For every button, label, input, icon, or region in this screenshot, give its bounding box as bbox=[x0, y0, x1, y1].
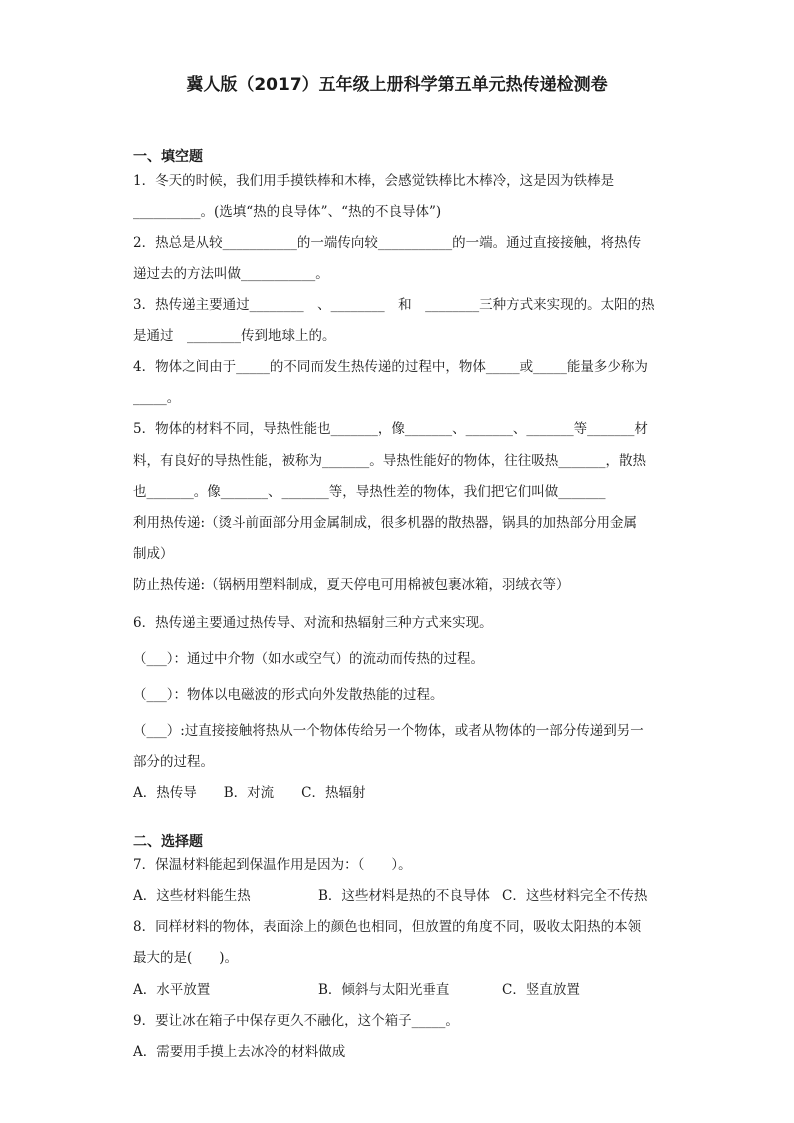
q5-line-6: 防止热传递:（锅柄用塑料制成，夏天停电可用棉被包裹冰箱，羽绒衣等） bbox=[133, 577, 570, 593]
q6-line-4: （___）:过直接接触将热从一个物体传给另一个物体，或者从物体的一部分传递到另一 bbox=[133, 723, 644, 739]
q3-line-2: 是通过 ________传到地球上的。 bbox=[133, 328, 336, 344]
q2-line-2: 递过去的方法叫做___________。 bbox=[133, 266, 329, 282]
q7-option-c: C．这些材料完全不传热 bbox=[502, 888, 648, 904]
q6-line-1: 6．热传递主要通过热传导、对流和热辐射三种方式来实现。 bbox=[133, 615, 493, 631]
page-title: 冀人版（2017）五年级上册科学第五单元热传递检测卷 bbox=[186, 75, 608, 95]
q6-line-2: （___）：通过中介物（如水或空气）的流动而传热的过程。 bbox=[133, 651, 484, 667]
q4-line-2: _____。 bbox=[133, 390, 181, 406]
q5-line-5: 制成） bbox=[133, 546, 174, 562]
q9-option-a: A．需要用手摸上去冰冷的材料做成 bbox=[133, 1044, 346, 1060]
q4-line-1: 4．物体之间由于_____的不同而发生热传递的过程中，物体_____或_____能量多少称为 bbox=[133, 359, 648, 375]
q2-line-1: 2．热总是从较___________的一端传向较___________的一端。通过直接接触，将热传 bbox=[133, 235, 642, 251]
q7-stem: 7．保温材料能起到保温作用是因为：（ ）。 bbox=[133, 857, 412, 873]
section-choice-heading: 二、选择题 bbox=[133, 834, 203, 850]
q3-line-1: 3．热传递主要通过________ 、________ 和 ________三种方式来实现的。太阳的热 bbox=[133, 297, 655, 313]
q8-stem-line-1: 8．同样材料的物体，表面涂上的颜色也相同，但放置的角度不同，吸收太阳热的本领 bbox=[133, 919, 642, 935]
q8-option-a: A．水平放置 bbox=[133, 982, 211, 998]
q7-option-a: A．这些材料能生热 bbox=[133, 888, 251, 904]
q9-stem: 9．要让冰在箱子中保存更久不融化，这个箱子_____。 bbox=[133, 1013, 459, 1029]
q7-option-b: B．这些材料是热的不良导体 bbox=[318, 888, 490, 904]
q8-option-c: C．竖直放置 bbox=[502, 982, 580, 998]
q5-line-2: 料，有良好的导热性能，被称为_______。导热性能好的物体，往往吸热_______，散热 bbox=[133, 453, 646, 469]
q5-line-1: 5．物体的材料不同，导热性能也_______，像_______、_______、_______等_______材 bbox=[133, 421, 648, 437]
q8-option-b: B．倾斜与太阳光垂直 bbox=[318, 982, 450, 998]
q6-options: A．热传导 B．对流 C．热辐射 bbox=[133, 785, 366, 801]
q1-line-2: __________。(选填“热的良导体”、“热的不良导体”) bbox=[133, 204, 442, 220]
q8-stem-line-2: 最大的是( )。 bbox=[133, 950, 239, 966]
q5-line-4: 利用热传递:（烫斗前面部分用金属制成，很多机器的散热器，锅具的加热部分用金属 bbox=[133, 515, 638, 531]
q1-line-1: 1．冬天的时候，我们用手摸铁棒和木棒，会感觉铁棒比木棒冷，这是因为铁棒是 bbox=[133, 173, 615, 189]
q5-line-3: 也_______。像_______、_______等，导热性差的物体，我们把它们叫做_______ bbox=[133, 484, 606, 500]
section-fill-in-heading: 一、填空题 bbox=[133, 149, 203, 165]
q6-line-5: 部分的过程。 bbox=[133, 754, 214, 770]
q6-line-3: （___）：物体以电磁波的形式向外发散热能的过程。 bbox=[133, 687, 444, 703]
